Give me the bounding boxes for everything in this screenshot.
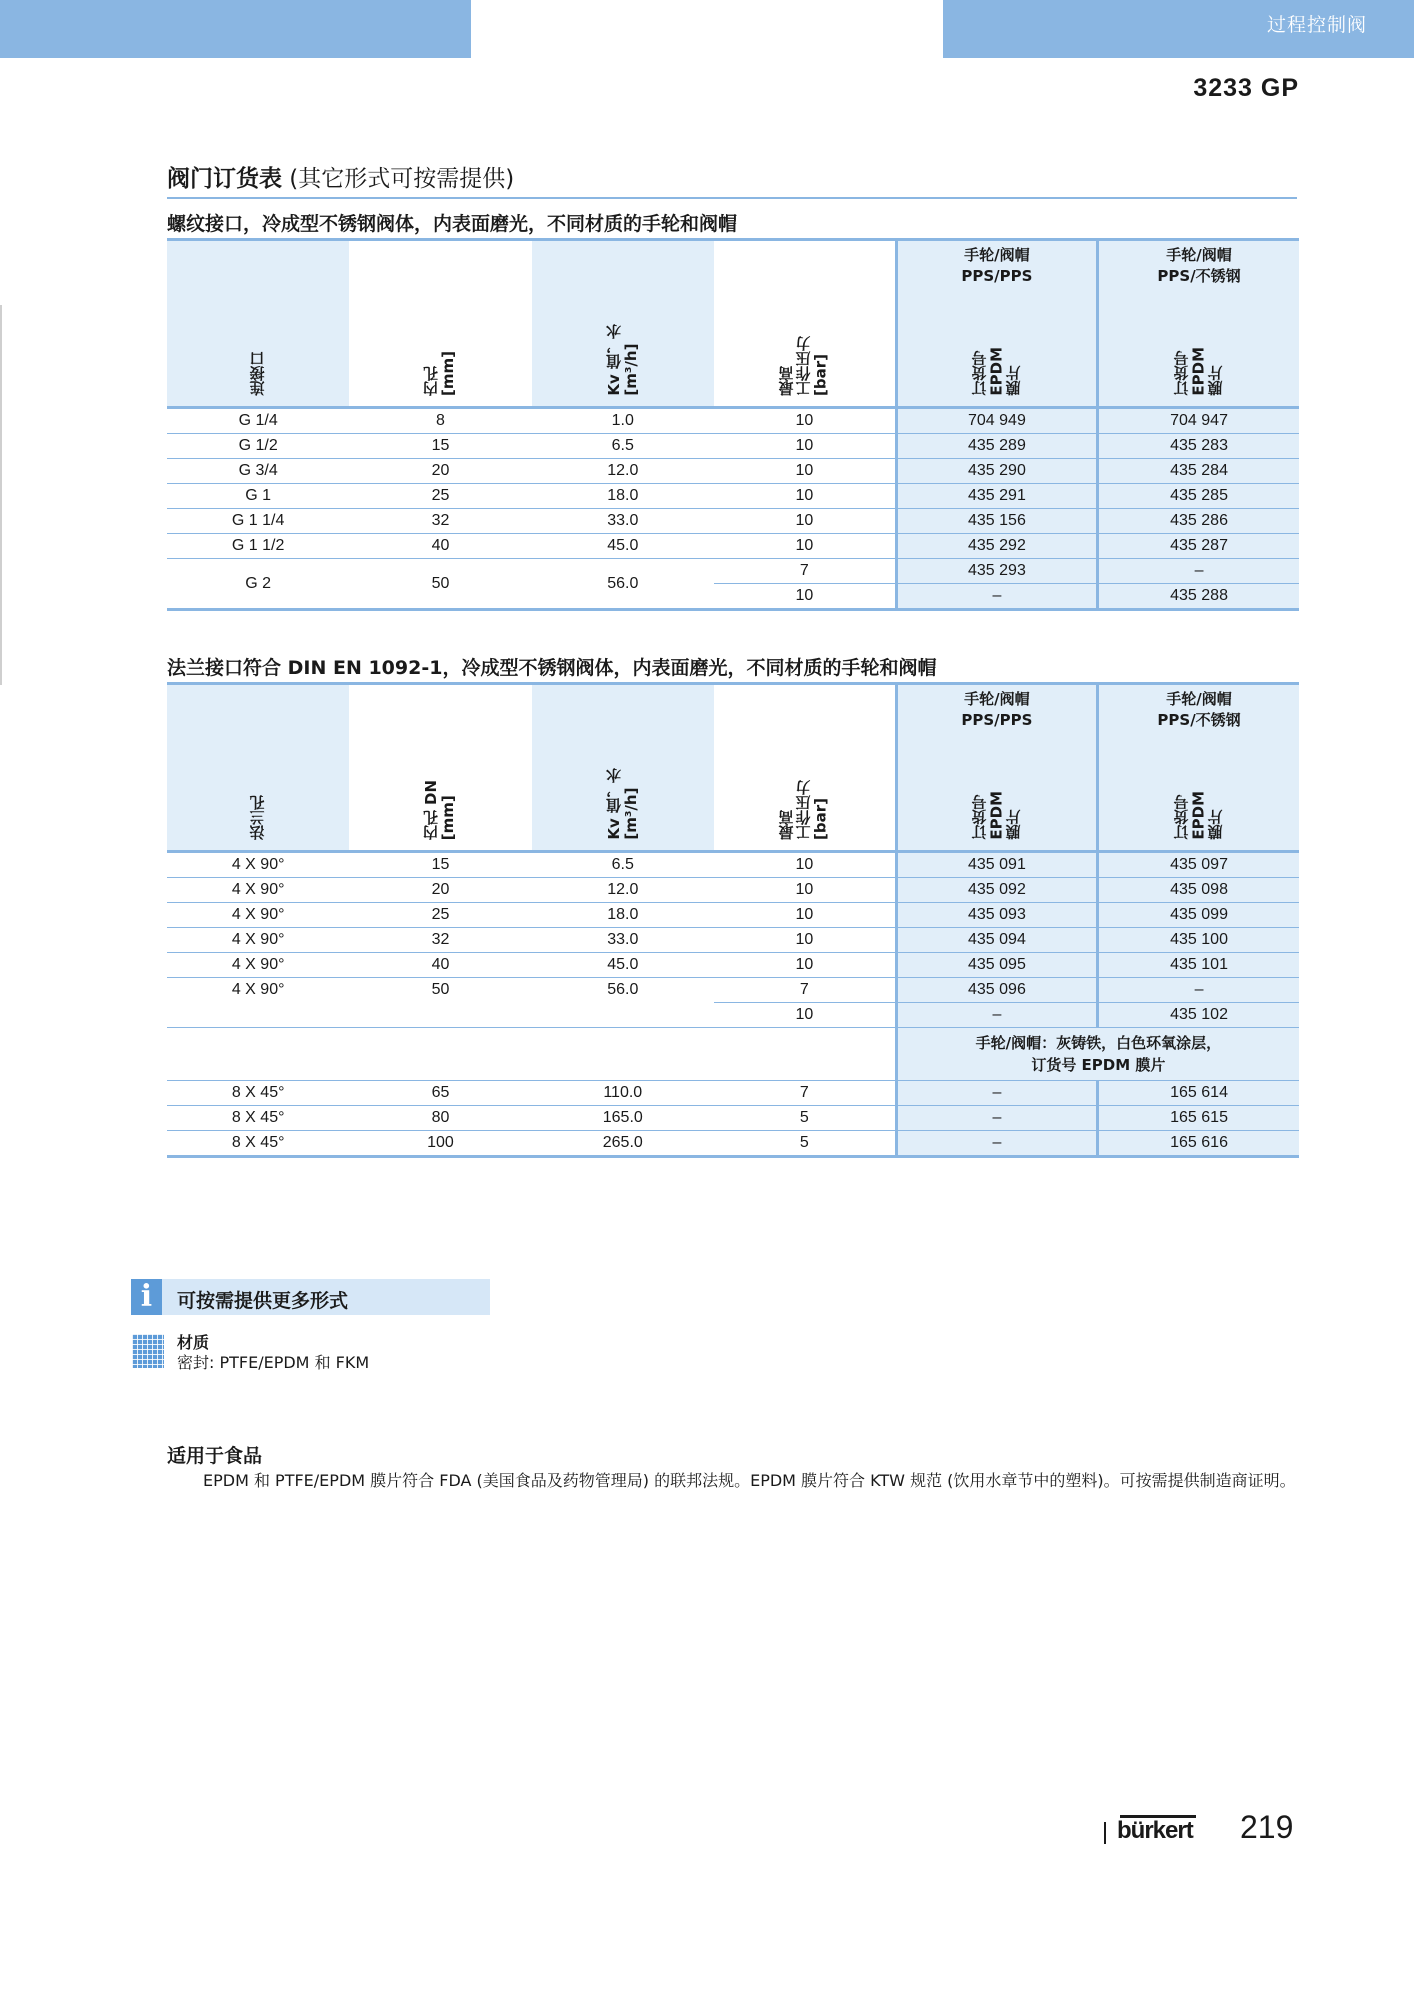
cast-iron-note: 手轮/阀帽：灰铸铁，白色环氧涂层， 订货号 EPDM 膜片 [896,1028,1299,1081]
header-pressure-label: 最高 工作压力 [bar] [777,336,830,396]
cell-pressure: 7 [714,978,896,1003]
cell-pressure: 10 [714,434,896,459]
table2-note-row [167,1028,1299,1081]
table1-header-row [167,240,1299,408]
cell-order-steel: – [1098,978,1299,1003]
table2-header-bore [349,684,531,852]
cell-pressure: 10 [714,953,896,978]
table-row [167,852,1299,878]
table1 [167,238,1299,611]
cell-bore: 15 [349,434,531,459]
cell-order-pps: – [896,584,1097,610]
table-row [167,978,1299,1003]
cell-order-pps: 435 092 [896,878,1097,903]
table2-header-pressure [714,684,896,852]
cell-order-steel: 435 102 [1098,1003,1299,1028]
cell-kv: 165.0 [532,1106,714,1131]
food-text: EPDM 和 PTFE/EPDM 膜片符合 FDA (美国食品及药物管理局) 的联邦法规。EPDM 膜片符合 KTW 规范 (饮用水章节中的塑料)。可按需提供制造商证明。 [203,1471,1296,1490]
cell-order-steel: 435 284 [1098,459,1299,484]
table-row [167,534,1299,559]
table2-title: 法兰接口符合 DIN EN 1092-1，冷成型不锈钢阀体，内表面磨光，不同材质的手轮和阀帽 [167,657,937,679]
cell-kv: 45.0 [532,953,714,978]
table1-header-kv [532,240,714,408]
section-title [167,160,1297,199]
cell-order-pps: 435 093 [896,903,1097,928]
brand-logo: bürkert [1117,1817,1193,1844]
table2 [167,682,1299,1158]
cell-pressure: 10 [714,852,896,878]
cell-flange: 4 X 90° [167,978,349,1028]
table-row [167,408,1299,434]
cell-flange: 4 X 90° [167,928,349,953]
page-number: 219 [1240,1809,1294,1845]
header-bore-label: 内孔 DN [mm] [422,779,458,840]
header-order-label: 订货号 EPDM 膜片 [970,791,1023,840]
cell-order-pps: – [896,1106,1097,1131]
cell-flange: 8 X 45° [167,1081,349,1106]
cell-order-steel: 435 100 [1098,928,1299,953]
cell-order-steel: 435 288 [1098,584,1299,610]
cell-bore: 50 [349,978,531,1028]
cell-pressure: 10 [714,534,896,559]
cell-order-steel: 435 097 [1098,852,1299,878]
cell-kv: 110.0 [532,1081,714,1106]
cell-bore: 32 [349,509,531,534]
cell-order-pps: – [896,1131,1097,1157]
category-label: 过程控制阀 [1266,14,1367,36]
table1-title: 螺纹接口，冷成型不锈钢阀体，内表面磨光，不同材质的手轮和阀帽 [167,213,738,235]
table1-header-bore [349,240,531,408]
cell-order-pps: 435 156 [896,509,1097,534]
cell-order-steel: 435 098 [1098,878,1299,903]
header-kv-label: Kv 值，水 [m³/h] [604,324,640,396]
header-order-label: 订货号 EPDM 膜片 [970,347,1023,396]
cell-flange: 4 X 90° [167,852,349,878]
cell-pressure: 5 [714,1131,896,1157]
cell-bore: 20 [349,459,531,484]
cell-order-steel: 435 286 [1098,509,1299,534]
cell-pressure: 10 [714,1003,896,1028]
cell-bore: 25 [349,484,531,509]
cell-order-pps: – [896,1003,1097,1028]
material-title: 材质 [177,1333,210,1352]
table2-header-option-pps: 手轮/阀帽 PPS/PPS 订货号 EPDM 膜片 [896,684,1097,852]
table-row [167,459,1299,484]
table-row [167,878,1299,903]
table-row [167,1131,1299,1157]
model-number: 3233 GP [1193,74,1299,102]
cell-order-pps: 435 292 [896,534,1097,559]
table2-header-row [167,684,1299,852]
cell-connection: G 1/4 [167,408,349,434]
header-connection-label: 连接口 [248,351,267,396]
cell-bore: 100 [349,1131,531,1157]
cell-connection: G 1/2 [167,434,349,459]
food-title: 适用于食品 [167,1445,263,1467]
cell-order-pps: 435 291 [896,484,1097,509]
cell-bore: 50 [349,559,531,610]
cell-order-steel: 435 099 [1098,903,1299,928]
cell-kv: 265.0 [532,1131,714,1157]
cell-order-steel: 435 101 [1098,953,1299,978]
table2-header-option-steel: 手轮/阀帽 PPS/不锈钢 订货号 EPDM 膜片 [1098,684,1299,852]
footer-separator [1104,1822,1106,1844]
material-text: 密封: PTFE/EPDM 和 FKM [177,1353,370,1372]
cell-order-pps: – [896,1081,1097,1106]
table-row [167,1081,1299,1106]
cell-order-pps: 435 290 [896,459,1097,484]
cell-pressure: 10 [714,878,896,903]
table-row [167,484,1299,509]
header-flange-label: 法兰孔 [248,795,267,840]
header-pressure-label: 最高 工作压力 [bar] [777,780,830,840]
cell-kv: 12.0 [532,878,714,903]
header-bar-left [0,0,471,58]
material-grid-icon [132,1334,164,1368]
header-order-label: 订货号 EPDM 膜片 [1172,791,1225,840]
cell-order-pps: 435 095 [896,953,1097,978]
cell-kv: 45.0 [532,534,714,559]
cell-pressure: 10 [714,928,896,953]
cell-kv: 12.0 [532,459,714,484]
cell-order-steel: 704 947 [1098,408,1299,434]
cell-kv: 1.0 [532,408,714,434]
cell-kv: 6.5 [532,852,714,878]
table1-header-connection [167,240,349,408]
cell-bore: 15 [349,852,531,878]
cell-connection: G 2 [167,559,349,610]
cell-order-pps: 435 096 [896,978,1097,1003]
cell-order-pps: 704 949 [896,408,1097,434]
cell-order-pps: 435 091 [896,852,1097,878]
table1-header-pressure [714,240,896,408]
table1-header-option-steel: 手轮/阀帽 PPS/不锈钢 订货号 EPDM 膜片 [1098,240,1299,408]
cell-order-pps: 435 293 [896,559,1097,584]
cell-kv: 6.5 [532,434,714,459]
table2-header-kv [532,684,714,852]
cell-connection: G 3/4 [167,459,349,484]
cell-kv: 18.0 [532,484,714,509]
cell-order-steel: 165 616 [1098,1131,1299,1157]
table2-header-flange [167,684,349,852]
cell-pressure: 7 [714,1081,896,1106]
cell-bore: 40 [349,534,531,559]
cell-order-steel: 435 287 [1098,534,1299,559]
header-kv-label: Kv 值，水 [m³/h] [604,768,640,840]
cell-bore: 32 [349,928,531,953]
cell-kv: 33.0 [532,928,714,953]
cell-pressure: 10 [714,408,896,434]
cell-bore: 80 [349,1106,531,1131]
table-row [167,434,1299,459]
cell-pressure: 10 [714,484,896,509]
section-title-note: (其它形式可按需提供) [282,166,515,192]
cell-connection: G 1 1/4 [167,509,349,534]
cell-bore: 25 [349,903,531,928]
cell-pressure: 10 [714,584,896,610]
cell-order-steel: 435 285 [1098,484,1299,509]
cell-flange: 4 X 90° [167,903,349,928]
cell-order-steel: – [1098,559,1299,584]
table-row [167,953,1299,978]
table-row [167,509,1299,534]
margin-rule [0,305,2,685]
cell-flange: 8 X 45° [167,1106,349,1131]
cell-order-pps: 435 094 [896,928,1097,953]
cell-pressure: 7 [714,559,896,584]
cell-pressure: 5 [714,1106,896,1131]
cell-connection: G 1 1/2 [167,534,349,559]
cell-connection: G 1 [167,484,349,509]
cell-pressure: 10 [714,459,896,484]
header-bar-right [943,0,1414,58]
header-bore-label: 内孔 [mm] [422,351,458,396]
cell-pressure: 10 [714,903,896,928]
info-text: 可按需提供更多形式 [177,1290,349,1312]
table-row [167,1106,1299,1131]
cell-pressure: 10 [714,509,896,534]
cell-kv: 18.0 [532,903,714,928]
cell-kv: 56.0 [532,978,714,1028]
cell-bore: 20 [349,878,531,903]
cell-bore: 65 [349,1081,531,1106]
cell-order-steel: 165 614 [1098,1081,1299,1106]
cell-flange: 8 X 45° [167,1131,349,1157]
section-title-main: 阀门订货表 [167,166,282,192]
cell-flange: 4 X 90° [167,953,349,978]
table-row [167,559,1299,584]
cell-order-steel: 435 283 [1098,434,1299,459]
cell-order-steel: 165 615 [1098,1106,1299,1131]
info-bar [131,1279,490,1315]
header-order-label: 订货号 EPDM 膜片 [1172,347,1225,396]
table1-header-option-pps: 手轮/阀帽 PPS/PPS 订货号 EPDM 膜片 [896,240,1097,408]
table-row [167,903,1299,928]
cell-kv: 56.0 [532,559,714,610]
cell-bore: 40 [349,953,531,978]
cell-order-pps: 435 289 [896,434,1097,459]
info-icon: i [131,1279,162,1315]
cell-kv: 33.0 [532,509,714,534]
table-row [167,928,1299,953]
cell-flange: 4 X 90° [167,878,349,903]
cell-bore: 8 [349,408,531,434]
